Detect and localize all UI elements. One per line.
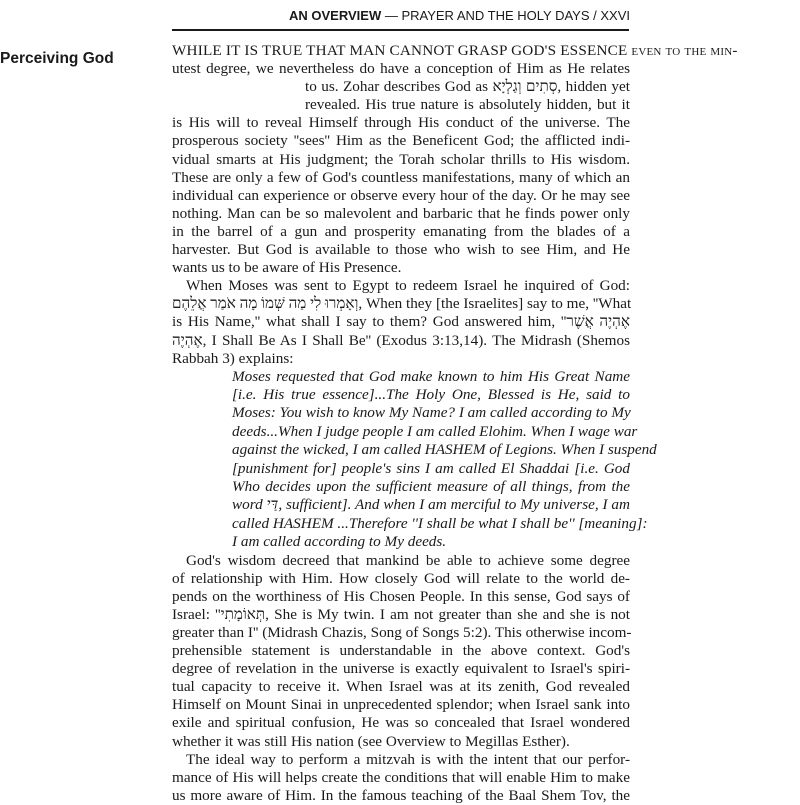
- body-text: [172, 42, 738, 805]
- quote-line: Moses requested that God make known to him His Great Name: [232, 367, 630, 385]
- text-line: Israel: ''תְּאוֹמָתִי, She is My twin. I am not greater than she and she is not: [172, 605, 630, 623]
- quote-line: called HASHEM ...Therefore ''I shall be what I shall be'' [meaning]:: [232, 514, 648, 532]
- running-head-dash: —: [381, 8, 402, 23]
- text-line: harvester. But God is available to those who wish to see Him, and He: [172, 241, 630, 259]
- text-line: pends on the worthiness of His Chosen People. In this sense, God says of: [172, 587, 630, 605]
- text-line: wants us to be aware of His Presence.: [172, 259, 402, 277]
- text-line: Rabbah 3) explains:: [172, 349, 294, 367]
- text-line: individual can experience or observe every hour of the day. Or he may see: [172, 186, 630, 204]
- quote-line: word דַּי, sufficient]. And when I am merciful to My universe, I am: [232, 496, 630, 514]
- text-line: prehensible statement is understandable in the above context. God's: [172, 642, 630, 660]
- text-line: These are only a few of God's countless manifestations, many of which an: [172, 168, 630, 186]
- text-line: utest degree, we nevertheless do have a conception of Him as He relates: [172, 60, 630, 78]
- text-line: tual capacity to receive it. When Israel was at its zenith, God revealed: [172, 678, 630, 696]
- text-line: degree of revelation in the universe is exactly equivalent to Israel's spiri-: [172, 660, 630, 678]
- text-line: of relationship with Him. How closely God will relate to the world de-: [172, 569, 630, 587]
- text-line: prosperous society ''sees'' Him as the Beneficent God; the afflicted indi-: [172, 132, 630, 150]
- running-head-section: AN OVERVIEW: [289, 8, 382, 23]
- text-line: greater than I'' (Midrash Chazis, Song of Songs 5:2). This otherwise incom-: [172, 623, 632, 641]
- text-line: is His will to reveal Himself through His conduct of the universe. The: [172, 114, 630, 132]
- text-line: mance of His will helps create the conditions that will enable Him to make: [172, 768, 630, 786]
- quote-line: Moses: You wish to know My Name? I am called according to My: [232, 404, 631, 422]
- text-line: to us. Zohar describes God as סְתִים וְגַלְיָא, hidden yet: [305, 78, 630, 96]
- side-heading: Perceiving God: [0, 50, 114, 67]
- text-line: in the barrel of a gun and prosperity emanating from the blades of a: [172, 222, 630, 240]
- quote-line: deeds...When I judge people I am called Elohim. When I wage war: [232, 422, 638, 440]
- text-line: whether it was still His nation (see Overview to Megillas Esther).: [172, 732, 570, 750]
- midrash-quote: [232, 367, 657, 552]
- quote-line: [punishment for] people's sins I am called El Shaddai [i.e. God: [232, 459, 630, 477]
- quote-line: against the wicked, I am called HASHEM of Legions. When I suspend: [232, 441, 657, 459]
- lead-in: WHILE IT IS TRUE THAT MAN CANNOT GRASP GOD'S ESSENCE even to the min-: [172, 42, 738, 59]
- running-head-title: PRAYER AND THE HOLY DAYS / XXVI: [401, 8, 630, 23]
- quote-line: I am called according to My deeds.: [232, 533, 447, 551]
- text-line: אֶהְיֶה, I Shall Be As I Shall Be'' (Exodus 3:13,14). The Midrash (Shemos: [172, 331, 630, 349]
- text-line: The ideal way to perform a mitzvah is with the intent that our perfor-: [186, 750, 630, 768]
- text-line: [172, 42, 738, 60]
- text-line: revealed. His true nature is absolutely hidden, but it: [305, 96, 630, 114]
- text-line: exile and spiritual confusion, He was so concealed that Israel wondered: [172, 714, 630, 732]
- quote-line: Who decides upon the sufficient measure of all things, from the: [232, 478, 630, 496]
- text-line: us more aware of Him. In the famous teaching of the Baal Shem Tov, the: [172, 786, 630, 804]
- text-line: vidual smarts at His judgment; the Torah scholar thrills to His wisdom.: [172, 150, 630, 168]
- text-line: Himself on Mount Sinai in unprecedented splendor; when Israel sank into: [172, 696, 630, 714]
- text-line: nothing. Man can be so malevolent and barbaric that he finds power only: [172, 204, 630, 222]
- text-line: וְאָמְרוּ לִי מַה שְּׁמוֹ מָה אֹמַר אֲלֵהֶם, When they [the Israelites] say to me, ''What: [172, 295, 632, 313]
- header-rule: [172, 29, 629, 31]
- running-head: [289, 8, 630, 23]
- text-line: is His Name,'' what shall I say to them? God answered him, ''אֶהְיֶה אֲשֶׁר: [172, 313, 630, 331]
- text-line: When Moses was sent to Egypt to redeem Israel he inquired of God:: [186, 277, 630, 295]
- text-line: God's wisdom decreed that mankind be able to achieve some degree: [186, 551, 630, 569]
- quote-line: [i.e. His true essence]...The Holy One, Blessed is He, said to: [232, 386, 630, 404]
